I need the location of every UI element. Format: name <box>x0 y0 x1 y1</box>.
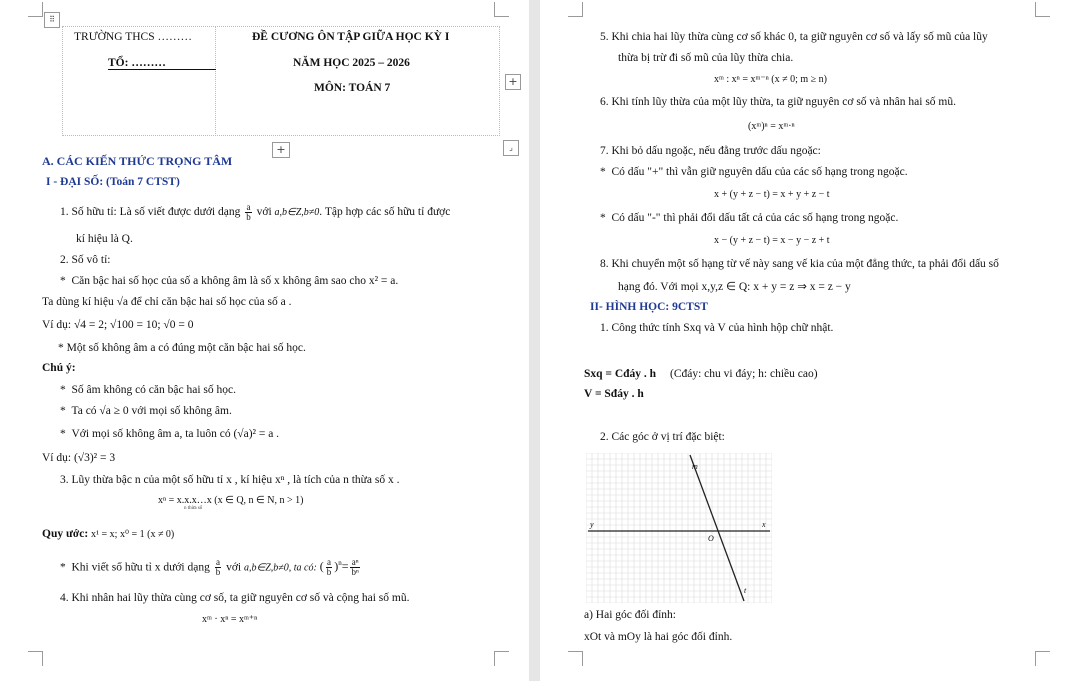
crop-mark <box>494 651 509 666</box>
sxq-formula: Sxq = Cđáy . h <box>584 368 657 380</box>
bullet-fraction-text: Khi viết số hữu tỉ x dưới dạng <box>71 561 210 574</box>
bullet-sqrt <box>60 275 398 287</box>
item-5: 5. Khi chia hai lũy thừa cùng cơ số khác 0, ta giữ nguyên cơ số và lấy số mũ của lũy <box>600 31 988 43</box>
bullet-icon: * <box>60 275 66 287</box>
note-square-text: Với mọi số không âm a, ta luôn có (√a)² = a . <box>71 428 280 440</box>
bullet-sqrt-text: Căn bậc hai số học của số a không âm là số x không âm sao cho x² = a. <box>71 275 399 287</box>
power-definition: xⁿ = x.x.x…x (x ∈ Q, n ∈ N, n > 1) <box>158 495 304 506</box>
bullet-fraction-with: với <box>226 561 242 574</box>
add-column-icon[interactable]: + <box>505 74 521 90</box>
note-nonneg-text: Ta có √a ≥ 0 với mọi số không âm. <box>71 405 232 417</box>
geo-item-1: 1. Công thức tính Sxq và V của hình hộp chữ nhật. <box>600 322 834 334</box>
right-page <box>540 0 1068 681</box>
fraction-a-b: $\frac{a}{b}$ <box>246 202 251 222</box>
add-row-icon[interactable]: + <box>272 142 290 158</box>
table-resize-handle-icon[interactable]: ⌟ <box>503 140 519 156</box>
sqrt-notation: Ta dùng kí hiệu √a để chỉ căn bậc hai số học của số a . <box>42 296 292 308</box>
label-o: O <box>708 534 714 543</box>
formula-6: (xᵐ)ⁿ = xᵐ·ⁿ <box>748 121 795 132</box>
section-a-heading: A. CÁC KIẾN THỨC TRỌNG TÂM <box>42 154 233 168</box>
note-nonneg <box>60 405 232 417</box>
crop-mark <box>1035 651 1050 666</box>
item-7-minus <box>600 212 898 224</box>
item-1-rest: . Tập hợp các số hữu tỉ được <box>319 206 451 219</box>
item-4: 4. Khi nhân hai lũy thừa cùng cơ số, ta giữ nguyên cơ số và cộng hai số mũ. <box>60 592 410 604</box>
fraction-a-b: $\frac{a}{b}$ <box>215 557 221 578</box>
convention-formula: x¹ = x; x⁰ = 1 (x ≠ 0) <box>91 529 175 540</box>
formula-5: xᵐ : xⁿ = xᵐ⁻ⁿ (x ≠ 0; m ≥ n) <box>714 74 827 85</box>
formula-7a: x + (y + z − t) = x + y + z − t <box>714 189 830 200</box>
crop-mark <box>28 651 43 666</box>
item-1-with: với <box>256 206 272 219</box>
subject: MÔN: TOÁN 7 <box>314 82 391 94</box>
angle-graph <box>586 453 772 603</box>
fraction-power-formula: ( $\frac{a}{b}$ )$^n$= $\frac{\text{aⁿ}}{\text{bⁿ}}$ <box>319 557 359 577</box>
bullet-icon: * <box>60 384 66 396</box>
team-name: TỔ: ……… <box>108 57 216 70</box>
crop-mark <box>28 2 43 17</box>
bullet-icon: * <box>60 405 66 417</box>
crop-mark <box>568 2 583 17</box>
geo-item-2: 2. Các góc ở vị trí đặc biệt: <box>600 431 725 443</box>
bullet-icon: * <box>600 212 606 224</box>
note-every: * Một số không âm a có đúng một căn bậc hai số học. <box>58 342 306 354</box>
part-2-heading: II- HÌNH HỌC: 9CTST <box>590 301 708 313</box>
school-name: TRƯỜNG THCS ……… <box>74 31 192 43</box>
item-1-text: 1. Số hữu tỉ: Là số viết được dưới dạng <box>60 206 241 219</box>
item-5-line-2: thừa bị trừ đi số mũ của lũy thừa chia. <box>618 52 794 64</box>
item-7-plus-text: Có dấu "+" thì vẫn giữ nguyên dấu của các số hạng trong ngoặc. <box>611 166 908 178</box>
note-negative-text: Số âm không có căn bậc hai số học. <box>71 384 236 396</box>
item-3: 3. Lũy thừa bậc n của một số hữu tỉ x , kí hiệu xⁿ , là tích của n thừa số x . <box>60 474 400 486</box>
item-6: 6. Khi tính lũy thừa của một lũy thừa, ta giữ nguyên cơ số và nhân hai số mũ. <box>600 96 956 108</box>
example-2: Ví dụ: (√3)² = 3 <box>42 452 116 464</box>
part-1-heading: I - ĐẠI SỐ: (Toán 7 CTST) <box>46 176 180 188</box>
example-1: Ví dụ: √4 = 2; √100 = 10; √0 = 0 <box>42 319 194 331</box>
label-y: y <box>590 520 594 529</box>
item-2: 2. Số vô tỉ: <box>60 254 111 266</box>
item-7: 7. Khi bỏ dấu ngoặc, nếu đằng trước dấu ngoặc: <box>600 145 821 157</box>
crop-mark <box>494 2 509 17</box>
note-square <box>60 428 279 440</box>
bullet-fraction-condition: a,b∈Z,b≠0, ta có: <box>244 562 317 574</box>
formula-7b: x − (y + z − t) = x − y − z + t <box>714 235 830 246</box>
document-title: ĐỀ CƯƠNG ÔN TẬP GIỮA HỌC KỲ I <box>252 31 450 43</box>
note-heading: Chú ý: <box>42 362 76 374</box>
bullet-icon: * <box>60 428 66 440</box>
header-divider <box>215 26 216 134</box>
item-1-line-2: kí hiệu là Q. <box>76 233 133 245</box>
convention-label: Quy ước: <box>42 528 89 540</box>
bullet-icon: * <box>60 561 66 574</box>
crop-mark <box>1035 2 1050 17</box>
pair-a-heading: a) Hai góc đối đỉnh: <box>584 609 676 621</box>
bullet-icon: * <box>600 166 606 178</box>
left-page <box>0 0 529 681</box>
table-move-handle-icon[interactable]: ⠿ <box>44 12 60 28</box>
item-1-condition: a,b∈Z,b≠0 <box>274 207 320 219</box>
school-year: NĂM HỌC 2025 – 2026 <box>293 57 410 69</box>
item-8-line-2: hạng đó. Với mọi x,y,z ∈ Q: x + y = z ⇒ x = z − y <box>618 281 851 293</box>
note-negative <box>60 384 236 396</box>
bullet-fraction-power <box>60 558 362 577</box>
crop-mark <box>568 651 583 666</box>
label-t: t <box>744 586 747 595</box>
item-7-minus-text: Có dấu "-" thì phải đổi dấu tất cả của các số hạng trong ngoặc. <box>611 212 899 224</box>
item-8: 8. Khi chuyển một số hạng từ vế này sang vế kia của một đẳng thức, ta phải đổi dấu số <box>600 258 999 270</box>
label-x: x <box>762 520 766 529</box>
power-under-label: n thừa số <box>184 506 203 511</box>
volume-formula: V = Sđáy . h <box>584 388 644 400</box>
pair-a-description: xOt và mOy là hai góc đối đỉnh. <box>584 631 733 643</box>
label-m: m <box>692 462 698 471</box>
formula-4: xᵐ · xⁿ = xᵐ⁺ⁿ <box>202 614 258 625</box>
convention <box>42 528 174 540</box>
sxq-note: (Cđáy: chu vi đáy; h: chiều cao) <box>670 368 818 380</box>
item-7-plus <box>600 166 908 178</box>
item-1 <box>60 203 450 222</box>
